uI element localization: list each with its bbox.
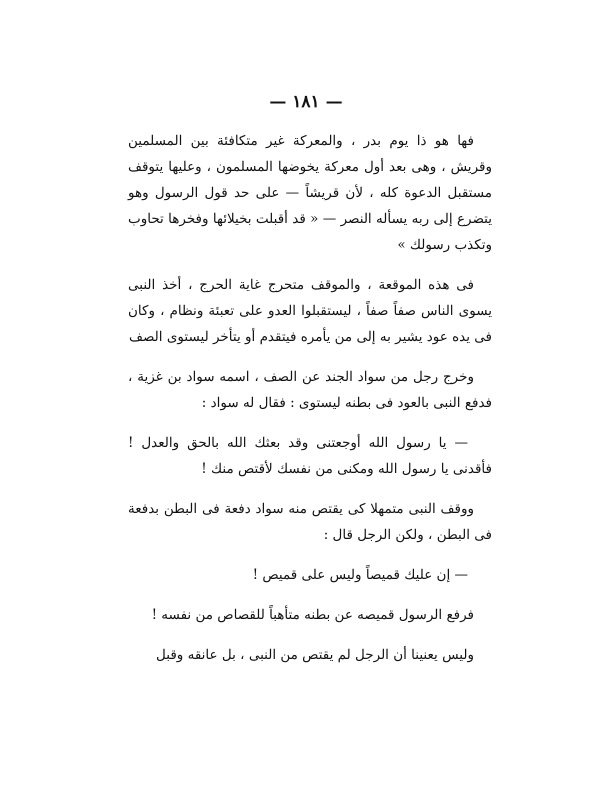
paragraph-embrace: وليس يعنينا أن الرجل لم يقتص من النبى ، بل عانقه وقبل bbox=[156, 647, 474, 663]
paragraph-sawad: وخرج رجل من سواد الجند عن الصف ، اسمه سواد بن غزية ، فدفع النبى بالعود فى بطنه ليستوى : فقال له سواد : bbox=[128, 369, 492, 411]
paragraph-battle-lines: فى هذه الموقعة ، والموقف متحرج غاية الحرج ، أخذ النبى يسوى الناس صفاً صفاً ، ليستقبلوا العدو على تعبئة ونظام ، وكان فى يده عود يشير به إلى من يأمره فيتقدم أو يتأخر ليستوى الصف bbox=[128, 277, 492, 345]
paragraph-shirt: — إن عليك قميصاً وليس على قميص ! bbox=[252, 567, 468, 583]
paragraph-prophet-waits: ووقف النبى متمهلا كى يقتص منه سواد دفعة فى البطن بدفعة فى البطن ، ولكن الرجل قال : bbox=[128, 501, 492, 543]
body-text bbox=[128, 128, 492, 682]
page-number: — ١٨١ — bbox=[269, 92, 343, 112]
paragraph-badr: فها هو ذا يوم بدر ، والمعركة غير متكافئة بين المسلمين وقريش ، وهى بعد أول معركة يخوضها المسلمون ، وعليها يتوقف مستقبل الدعوة كله ، لأن قريشاً — على حد قول الرسول وهو يتضرع إلى ربه يسأله النصر — « قد أقبلت بخيلائها وفخرها تحاوب وتكذب رسولك » bbox=[128, 133, 492, 253]
paragraph-raised-shirt: فرفع الرسول قميصه عن بطنه متأهباً للقصاص من نفسه ! bbox=[151, 607, 474, 623]
paragraph-sawad-speech: — يا رسول الله أوجعتنى وقد بعثك الله بالحق والعدل ! فأقدنى يا رسول الله ومكنى من نفسك لأقتص منك ! bbox=[128, 435, 492, 477]
